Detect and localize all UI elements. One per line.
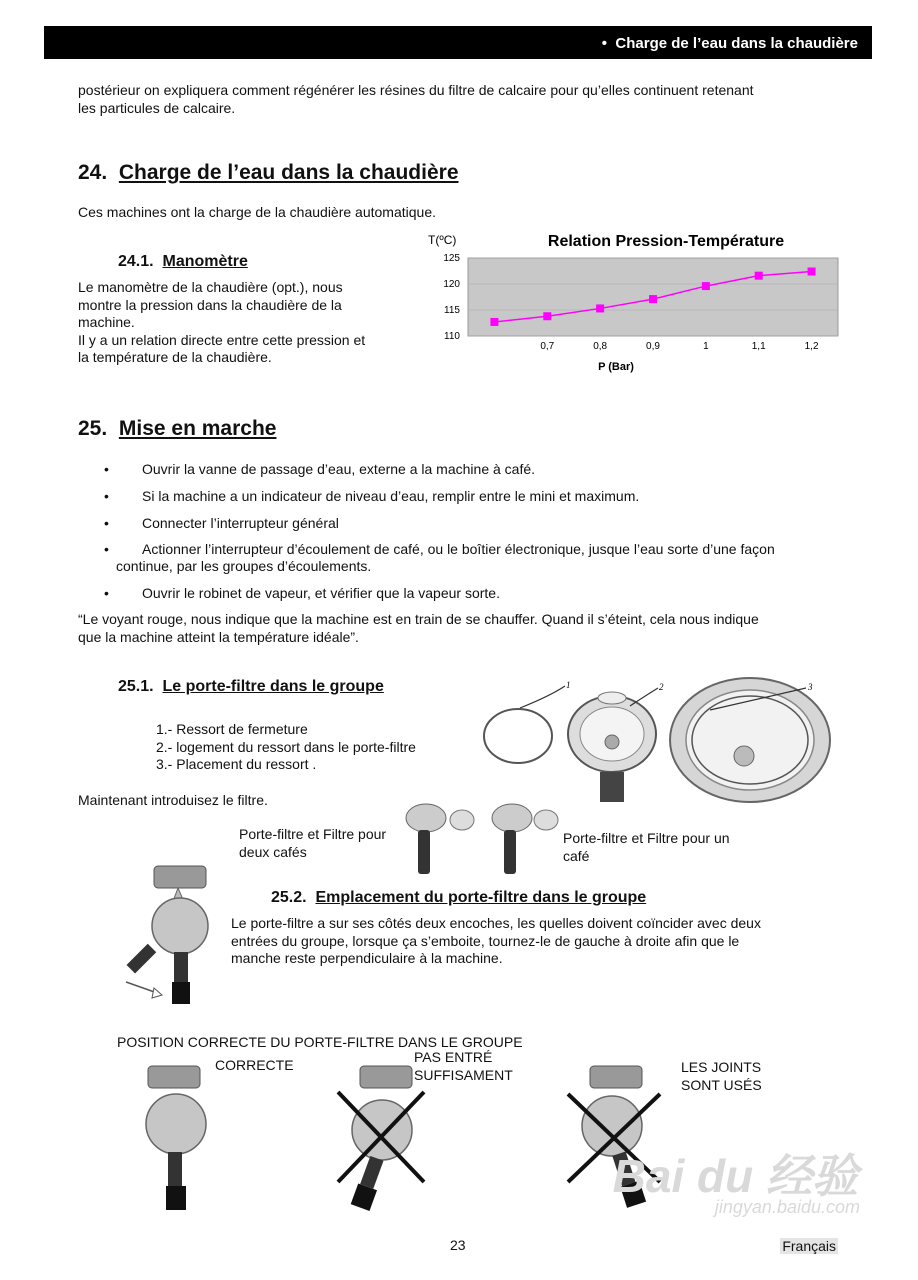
handle-angled [127, 944, 157, 974]
page-number: 23 [450, 1237, 466, 1253]
fig-label-1: 1 [566, 680, 571, 690]
chart-point [543, 312, 551, 320]
handle-straight [174, 952, 188, 982]
group-disc [152, 898, 208, 954]
filter-intro-text: Maintenant introduisez le filtre. [78, 792, 268, 808]
chart-y-tick: 115 [444, 305, 460, 316]
fig-label-2: 2 [659, 682, 664, 692]
chart-point [808, 268, 816, 276]
header-title: • Charge de l’eau dans la chaudière [601, 35, 858, 52]
double-holder [406, 804, 446, 832]
double-holder-handle [418, 830, 430, 874]
chart-point [702, 282, 710, 290]
intro-line-1: postérieur on expliquera comment régénérer les résines du filtre de calcaire pour qu’elles continuent retenant [78, 82, 754, 98]
bullet-item: • Actionner l’interrupteur d’écoulement de café, ou le boîtier électronique, jusque l’eau sorte d’une façon [104, 541, 775, 557]
chart-x-tick: 0,9 [646, 341, 660, 352]
section-24-1-heading: 24.1. Manomètre [118, 253, 248, 270]
chart-x-tick: 0,8 [593, 341, 608, 352]
chart-point [755, 272, 763, 280]
double-filter-basket [450, 810, 474, 830]
quote-line-2: que la machine atteint la température idéale”. [78, 629, 359, 645]
bullet-item: • Connecter l’interrupteur général [104, 515, 339, 531]
bullet-item: • Ouvrir le robinet de vapeur, et vérifier que la vapeur sorte. [104, 585, 500, 601]
chart-ylabel: T(ºC) [428, 233, 457, 247]
position-heading: POSITION CORRECTE DU PORTE-FILTRE DANS LE GROUPE [117, 1034, 523, 1050]
chart-x-tick: 1,2 [804, 341, 819, 352]
filter-holders-figure [400, 800, 560, 878]
single-holder [492, 804, 532, 832]
section-24-text: Ces machines ont la charge de la chaudière automatique. [78, 204, 436, 220]
watermark-brand: Bai du 经验 [612, 1150, 858, 1202]
bullet-item: • Si la machine a un indicateur de niveau d’eau, remplir entre le mini et maximum. [104, 488, 640, 504]
chart-title: Relation Pression-Température [547, 233, 785, 250]
handle [168, 1152, 182, 1186]
parts-list: 1.- Ressort de fermeture 2.- logement du ressort dans le porte-filtre 3.- Placement du ressort . [156, 721, 416, 772]
section-25-2-heading: 25.2. Emplacement du porte-filtre dans le groupe [271, 889, 647, 906]
leader-line-1 [520, 686, 565, 708]
label-correcte: CORRECTE [215, 1057, 294, 1073]
chart-y-tick: 125 [443, 253, 460, 264]
watermark-url: jingyan.baidu.com [714, 1197, 860, 1217]
chart-y-tick: 110 [444, 331, 460, 342]
pressure-temperature-chart [420, 225, 850, 377]
label-pas-entre: PAS ENTRÉ SUFFISAMENT [414, 1049, 513, 1083]
chart-point [490, 318, 498, 326]
caption-un-cafe: Porte-filtre et Filtre pour un café [563, 830, 730, 864]
bullet-item-continuation: continue, par les groupes d’écoulements. [116, 558, 372, 574]
chart-xlabel: P (Bar) [598, 361, 634, 373]
group-head [154, 866, 206, 888]
chart-point [649, 295, 657, 303]
leader-line-2 [630, 688, 658, 706]
label-joints-uses: LES JOINTS SONT USÉS [681, 1059, 762, 1093]
rotation-figure [106, 860, 226, 1008]
chart-y-tick: 120 [443, 279, 460, 290]
porte-filtre-handle [600, 772, 624, 802]
section-25-heading: 25. Mise en marche [78, 417, 277, 440]
language-label: Français [782, 1238, 836, 1254]
header-bar [44, 26, 872, 59]
section-25-1-heading: 25.1. Le porte-filtre dans le groupe [118, 678, 384, 695]
chart-x-tick: 0,7 [540, 341, 555, 352]
chart-point [596, 304, 604, 312]
spring-ring [484, 709, 552, 763]
section-25-2-text: Le porte-filtre a sur ses côtés deux encoches, les quelles doivent coïncider avec deux entrées du groupe, lorsque ça s’emboite, tournez-le de gauche à droite afin que le manche reste perpendiculaire à la machine. [231, 915, 761, 966]
manometre-text: Le manomètre de la chaudière (opt.), nous montre la pression dans la chaudière de la machine. Il y a un relation directe entre cette pression et la température de la chaudière. [78, 279, 366, 365]
chart-x-tick: 1,1 [751, 341, 766, 352]
single-filter-basket [534, 810, 558, 830]
fig-label-3: 3 [808, 682, 813, 692]
caption-two-cafes: Porte-filtre et Filtre pour deux cafés [239, 826, 387, 860]
porte-filtre-parts-figure [480, 676, 840, 808]
bullet-item: • Ouvrir la vanne de passage d’eau, externe a la machine à café. [104, 461, 536, 477]
pas-entre-figure [330, 1064, 440, 1214]
section-24-heading: 24. Charge de l’eau dans la chaudière [78, 161, 459, 184]
single-holder-handle [504, 830, 516, 874]
chart-x-tick: 1 [703, 341, 709, 352]
quote-line-1: “Le voyant rouge, nous indique que la machine est en train de se chauffer. Quand il s’éteint, cela nous indique [78, 611, 759, 627]
intro-line-2: les particules de calcaire. [78, 100, 236, 116]
correct-position-figure [130, 1064, 230, 1214]
